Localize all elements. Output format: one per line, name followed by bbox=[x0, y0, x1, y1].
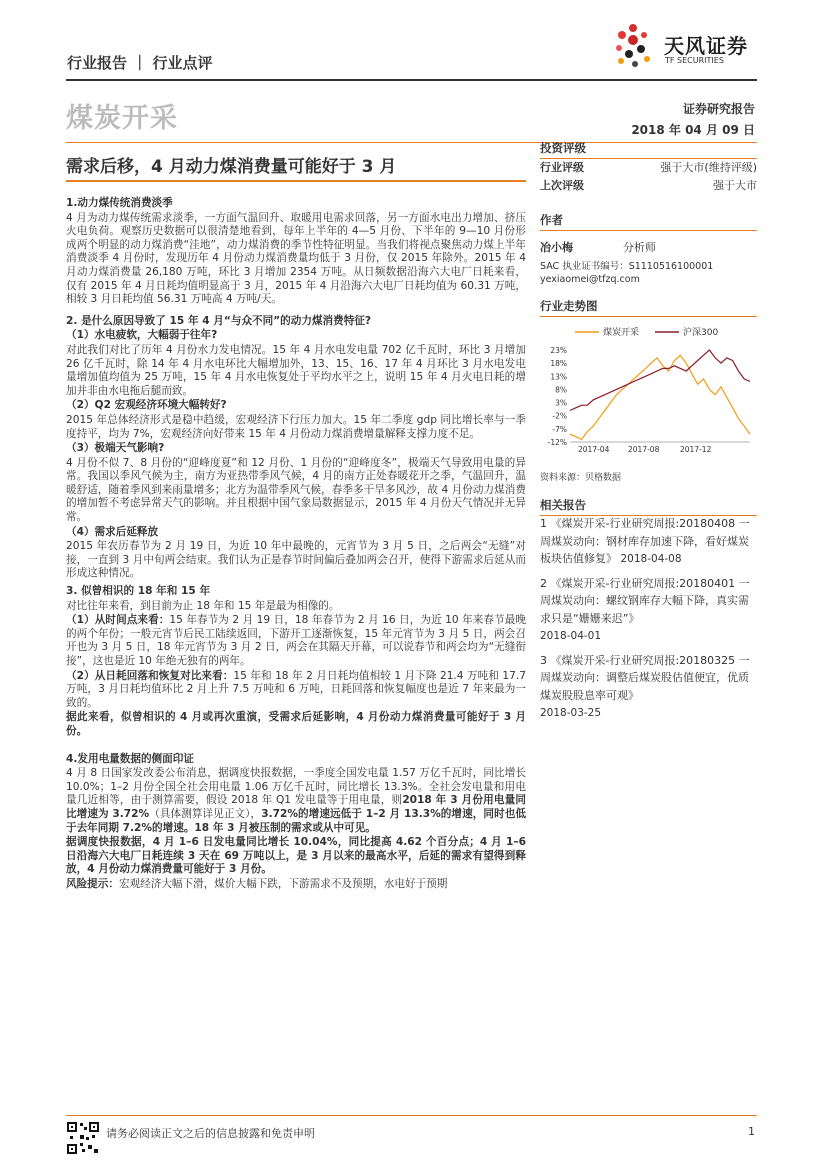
y-tick-label: -12% bbox=[547, 438, 567, 447]
summary-paragraph: 据此来看，似曾相识的 4 月或再次重演，受需求后延影响，4 月份动力煤消费量可能好于 3 月份。 bbox=[66, 711, 526, 737]
report-body bbox=[66, 197, 526, 893]
paragraph-lead: （2）从日耗回落和恢复对比来看： bbox=[66, 669, 234, 682]
brand-name-en: TF SECURITIES bbox=[665, 56, 724, 65]
paragraph: 2015 年农历春节为 2 月 19 日，为近 10 年中最晚的，元宵节为 3 月 5 日，之后两会“无缝”对接，一直到 3 月中旬两会结束。我们认为正是春节时间偏后叠加两会召开，使得下游需求后延从而形成这种情况。 bbox=[66, 540, 526, 580]
paragraph bbox=[66, 767, 526, 835]
paragraph: 据调度快报数据，4 月 1–6 日发电量同比增长 10.04%，同比提高 4.62 个百分点；4 月 1–6 日沿海六大电厂日耗连续 3 天在 69 万吨以上，是 3 月以来的最高水平，后延的需求有望得到释放，4 月份动力煤消费量可能好于 3 月份。 bbox=[66, 836, 526, 876]
paragraph-lead: （1）从时间点来看： bbox=[66, 614, 170, 627]
industry-trend-chart bbox=[540, 320, 757, 465]
risk-text: 宏观经济大幅下滑，煤价大幅下跌，下游需求不及预期，水电好于预期 bbox=[118, 877, 448, 890]
y-tick-label: 18% bbox=[550, 359, 567, 369]
related-item[interactable]: 1 《煤炭开采-行业研究周报:20180408 一周煤炭动向：钢材库存加速下降，看好煤炭板块估值修复》 2018-04-08 bbox=[540, 517, 750, 565]
rating-label: 行业评级 bbox=[540, 161, 584, 174]
brand-name: 天风证券 bbox=[664, 34, 748, 58]
trend-heading: 行业走势图 bbox=[540, 298, 757, 317]
legend-label: 煤炭开采 bbox=[603, 328, 640, 338]
report-title: 需求后移，4 月动力煤消费量可能好于 3 月 bbox=[66, 157, 397, 177]
sub-heading: （2）Q2 宏观经济环境大幅转好? bbox=[66, 399, 227, 412]
section-heading: 4.发用电量数据的侧面印证 bbox=[66, 752, 194, 765]
paragraph bbox=[66, 614, 526, 668]
rating-value: 强于大市(维持评级) bbox=[660, 161, 757, 174]
author-panel bbox=[540, 212, 757, 285]
x-tick-label: 2017-04 bbox=[578, 445, 610, 454]
sector-title: 煤炭开采 bbox=[66, 103, 178, 134]
paragraph: 对比往年来看，到目前为止 18 年和 15 年是最为相像的。 bbox=[66, 599, 340, 612]
paragraph-highlight: 3.72%的增速远低于 1–2 月 13.3%的增速，同时也低于去年同期 7.2%的增速。18 年 3 月被压制的需求或从中可见。 bbox=[66, 807, 526, 834]
author-cert: SAC 执业证书编号：S1110516100001 bbox=[540, 261, 714, 272]
rating-row bbox=[540, 159, 757, 177]
paragraph-text: 15 年春节为 2 月 19 日，18 年春节为 2 月 16 日，为近 10 年来春节最晚的两个年份；一般元宵节后民工陆续返回，下游开工逐渐恢复，15 年元宵节为 3 月 5 日，两会召开也为 3 月 5 日，18 年元宵节为 3 月 2 日，两会在其隔天开幕，可以说春节和两会均为“无缝衔接”，这也是近 10 年绝无独有的两年。 bbox=[66, 614, 526, 667]
series-line bbox=[570, 355, 750, 439]
paragraph-text: 4 月 8 日国家发改委公布消息，据调度快报数据，一季度全国发电量 1.57 万亿千瓦时，同比增长 10.0%；1–2 月份全国全社会用电量 1.06 万亿千瓦时，同比增长 13.3%。全社会发电量和用电量几近相等，由于测算需要，假设 2018 年 Q1 发电量等于用电量，则 bbox=[66, 767, 526, 807]
rating-label: 上次评级 bbox=[540, 179, 584, 192]
paragraph: 2015 年总体经济形式是稳中趋缓，宏观经济下行压力加大。15 年二季度 gdp 同比增长率与一季度持平，均为 7%，宏观经济向好带来 15 年 4 月份动力煤消费增量解释支撑力度不足。 bbox=[66, 413, 526, 440]
paragraph bbox=[66, 670, 526, 711]
y-tick-label: 23% bbox=[550, 346, 567, 355]
y-tick-label: -2% bbox=[552, 411, 567, 421]
header-divider bbox=[66, 79, 757, 81]
brand-logo-icon bbox=[611, 22, 657, 68]
author-email[interactable]: yexiaomei@tfzq.com bbox=[540, 274, 640, 285]
footer-disclaimer[interactable]: 请务必阅读正文之后的信息披露和免责申明 bbox=[106, 1127, 315, 1140]
rating-panel bbox=[540, 140, 757, 195]
series-line bbox=[570, 350, 750, 411]
sub-heading: （3）极端天气影响? bbox=[66, 442, 165, 455]
chart-source: 资料来源：贝格数据 bbox=[540, 473, 622, 483]
rating-heading: 投资评级 bbox=[540, 140, 757, 159]
qr-code-icon bbox=[66, 1121, 100, 1155]
author-heading: 作者 bbox=[540, 212, 757, 231]
y-tick-label: 13% bbox=[550, 372, 567, 382]
related-item[interactable]: 3 《煤炭开采-行业研究周报:20180325 一周煤炭动向：调整后煤炭股估值便宜，优质煤炭股股息率可观》 2018-03-25 bbox=[540, 653, 750, 719]
related-heading: 相关报告 bbox=[540, 497, 757, 516]
paragraph-text: 15 年和 18 年 2 月日耗均值相较 1 月下降 21.4 万吨和 17.7 万吨，3 月日耗均值环比 2 月上升 7.5 万吨和 6 万吨，日耗回落和恢复幅度也是近 7 年来最为一致的。 bbox=[66, 669, 526, 709]
page-number: 1 bbox=[748, 1125, 755, 1138]
paragraph: 4 月为动力煤传统需求淡季，一方面气温回升、取暖用电需求回落，另一方面水电出力增加、挤压火电负荷。观察历史数据可以很清楚地看到，每年上半年的 4—5 月份、下半年的 9—10 月份形成两个明显的动力煤消费“洼地”，动力煤消费的季节性特征明显。当我们将视点聚焦动力煤上半年消费淡季 4 月份时，发现历年 4 月份动力煤消费量均低于 3 月份，仅 2015 年除外。2015 年 4 月动力煤消费量 26,180 万吨，环比 3 月增加 2354 万吨。从日频数据沿海六大电厂日耗来看，仅有 2015 年 4 月日耗均值明显高于 3 月，2015 年 4 月沿海六大电厂日耗均值为 60.31 万吨，相较 3 月日耗均值 56.31 万吨高 4 万吨/天。 bbox=[66, 211, 526, 306]
related-list bbox=[540, 515, 757, 729]
footer-divider bbox=[66, 1115, 757, 1116]
related-item[interactable]: 2 《煤炭开采-行业研究周报:20180401 一周煤炭动向：螺纹钢库存大幅下降，真实需求只是“姗姗来迟”》 2018-04-01 bbox=[540, 576, 750, 642]
title-underline bbox=[66, 180, 526, 182]
paragraph: 4 月份不似 7、8 月份的“迎峰度夏”和 12 月份、1 月份的“迎峰度冬”，极端天气导致用电量的异常。我国以季风气候为主，南方为亚热带季风气候，4 月的南方正处春暖花开之季，气温回升，温暖舒适，随着季风到来雨量增多；北方为温带季风气候，春季多干旱多风沙，故 4 月份动力煤消费的增加暂不考虑异常天气的影响。并且根据中国气象局数据显示，2015 年 4 月份天气情况并无异常。 bbox=[66, 456, 526, 524]
report-date: 2018 年 04 月 09 日 bbox=[631, 123, 755, 137]
report-kind: 证券研究报告 bbox=[682, 102, 755, 116]
trend-chart-svg bbox=[540, 320, 757, 465]
risk-lead: 风险提示： bbox=[66, 877, 119, 890]
y-tick-label: 8% bbox=[555, 385, 567, 395]
section-heading: 1.动力煤传统消费淡季 bbox=[66, 197, 173, 209]
rating-value: 强于大市 bbox=[713, 179, 757, 192]
author-name: 冶小梅 bbox=[540, 241, 573, 254]
sub-heading: （4）需求后延释放 bbox=[66, 525, 159, 538]
paragraph-text: （具体测算详见正文）， bbox=[149, 807, 262, 820]
paragraph: 对此我们对比了历年 4 月份水力发电情况。15 年 4 月水电发电量 702 亿千瓦时，环比 3 月增加 26 亿千瓦时，除 14 年 4 月水电环比大幅增加外，13、15、16、17 年 4 月环比 3 月水电发电量增加值均值为 25 万吨，15 年 4 月水电恢复处于平均水平之上，说明 15 年 4 月火电日耗的增加并非由水电拖后腿而致。 bbox=[66, 343, 526, 397]
x-tick-label: 2017-12 bbox=[680, 445, 712, 454]
section-heading: 2. 是什么原因导致了 15 年 4 月“与众不同”的动力煤消费特征? bbox=[66, 314, 372, 327]
sub-heading: （1）水电疲软，大幅弱于往年? bbox=[66, 329, 218, 342]
rating-row bbox=[540, 177, 757, 195]
author-role: 分析师 bbox=[623, 241, 656, 254]
paragraph-highlight: 2018 年 3 月份用电量同比增速为 3.72% bbox=[66, 794, 526, 820]
related-panel bbox=[540, 497, 757, 516]
section-heading: 3. 似曾相识的 18 年和 15 年 bbox=[66, 585, 211, 598]
x-tick-label: 2017-08 bbox=[628, 445, 660, 454]
report-category: 行业报告 ｜ 行业点评 bbox=[67, 54, 213, 72]
trend-panel bbox=[540, 298, 757, 317]
y-tick-label: 3% bbox=[555, 398, 567, 408]
legend-label: 沪深300 bbox=[683, 328, 719, 338]
y-tick-label: -7% bbox=[552, 424, 567, 434]
risk-paragraph bbox=[66, 878, 526, 892]
author-row bbox=[540, 239, 757, 255]
